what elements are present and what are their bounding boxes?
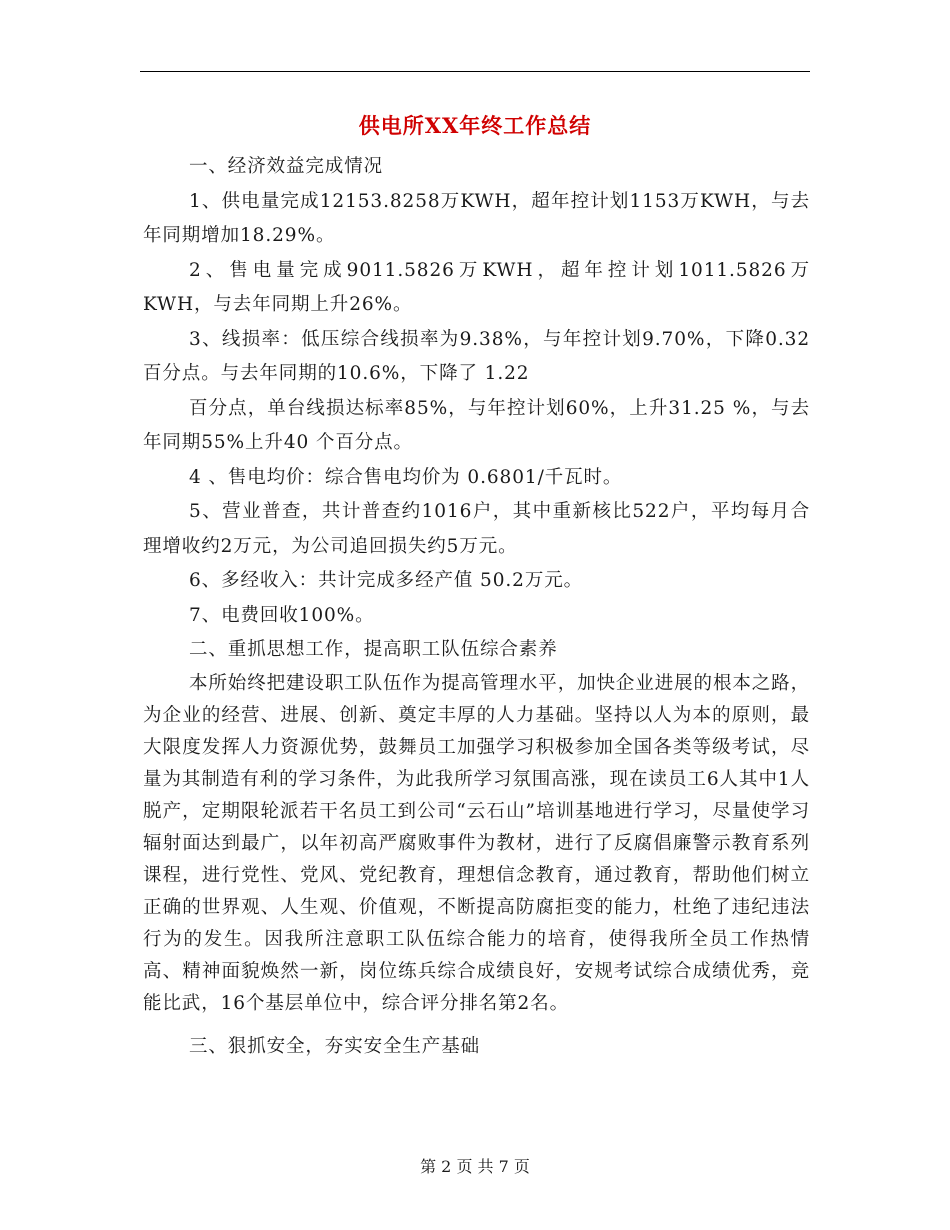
- section-heading-economic: 一、经济效益完成情况: [189, 156, 384, 177]
- page-number: 第 2 页 共 7 页: [420, 1157, 530, 1176]
- item-fee-recovery: 7、电费回收100%。: [189, 604, 375, 626]
- item-average-price: 4 、售电均价：综合售电均价为 0.6801/千瓦时。: [189, 466, 623, 488]
- document-title: 供电所XX年终工作总结: [358, 113, 592, 138]
- item-power-sales: 2、售电量完成9011.5826万KWH，超年控计划1011.5826万KWH，与去年同期上升26%。: [143, 259, 810, 315]
- document-body: [143, 150, 810, 1064]
- item-power-supply: 1、供电量完成12153.8258万KWH，超年控计划1153万KWH，与去年同期增加18.29%。: [143, 190, 810, 246]
- item-business-census: 5、营业普查，共计普查约1016户，其中重新核比522户，平均每月合理增收约2万元，为公司追回损失约5万元。: [143, 501, 810, 557]
- section-heading-safety: 三、狠抓安全，夯实安全生产基础: [189, 1035, 481, 1057]
- ideology-body-paragraph: 本所始终把建设职工队伍作为提高管理水平，加快企业进展的根本之路，为企业的经营、进展、创新、奠定丰厚的人力基础。坚持以人为本的原则，最大限度发挥人力资源优势，鼓舞员工加强学习积极参加全国各类等级考试，尽量为其制造有利的学习条件，为此我所学习氛围高涨，现在读员工6人其中1人脱产，定期限轮派若干名员工到公司“云石山”培训基地进行学习，尽量使学习辐射面达到最广，以年初高严腐败事件为教材，进行了反腐倡廉警示教育系列课程，进行党性、党风、党纪教育，理想信念教育，通过教育，帮助他们树立正确的世界观、人生观、价值观，不断提高防腐拒变的能力，杜绝了违纪违法行为的发生。因我所注意职工队伍综合能力的培育，使得我所全员工作热情高、精神面貌焕然一新，岗位练兵综合成绩良好，安规考试综合成绩优秀，竞能比武，16个基层单位中，综合评分排名第2名。: [143, 672, 810, 1015]
- item-line-loss: 3、线损率：低压综合线损率为9.38%，与年控计划9.70%，下降0.32百分点。与去年同期的10.6%，下降了 1.22: [143, 328, 810, 384]
- header-rule: [140, 71, 810, 72]
- section-heading-ideology: 二、重抓思想工作，提高职工队伍综合素养: [189, 639, 558, 660]
- item-diversified-income: 6、多经收入：共计完成多经产值 50.2万元。: [189, 570, 584, 591]
- item-line-loss-continued: 百分点，单台线损达标率85%，与年控计划60%，上升31.25 %，与去年同期55%上升40 个百分点。: [143, 397, 810, 453]
